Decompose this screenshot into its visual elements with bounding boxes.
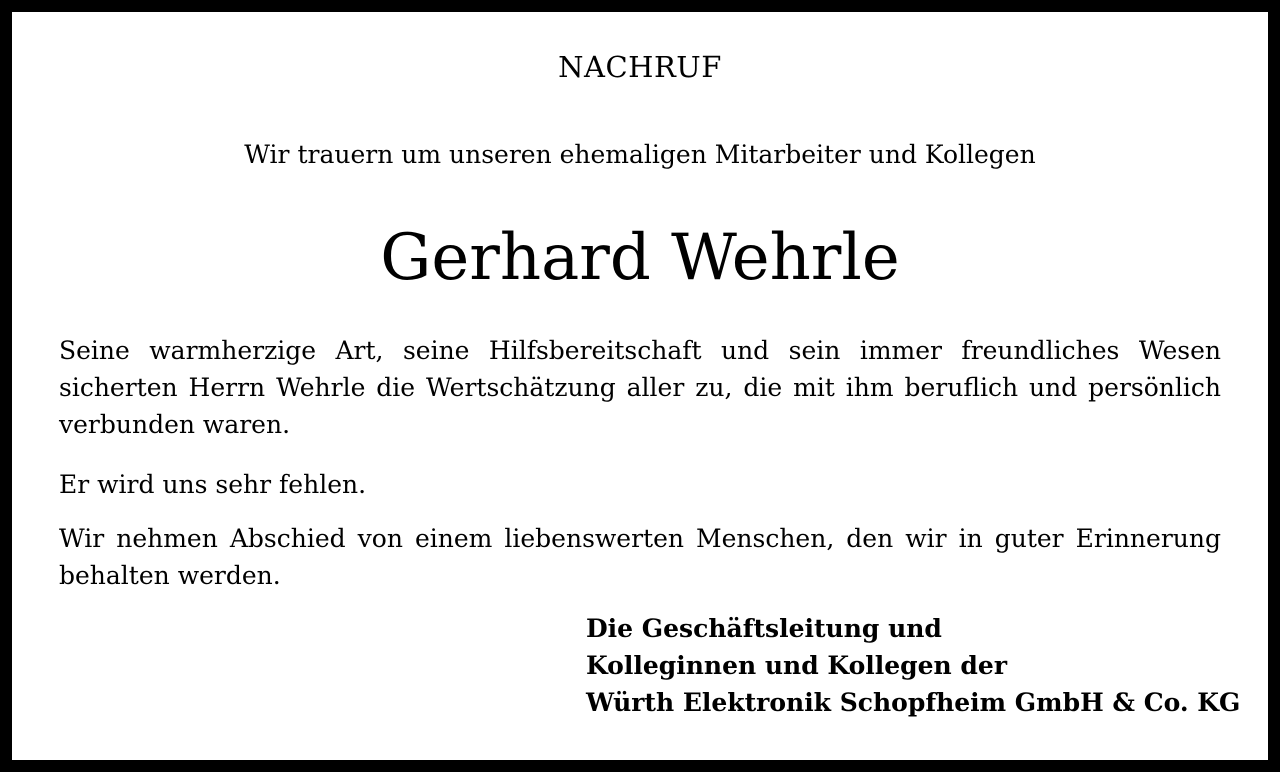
sentiment-paragraph: Er wird uns sehr fehlen. [59,470,367,499]
signature-line: Kolleginnen und Kollegen der [586,651,1007,680]
notice-intro: Wir trauern um unseren ehemaligen Mitarbeiter und Kollegen [244,140,1036,169]
notice-heading: NACHRUF [558,50,722,84]
obituary-notice [12,12,1268,760]
signature-line: Die Geschäftsleitung und [586,614,942,643]
deceased-name: Gerhard Wehrle [380,221,900,295]
farewell-paragraph: Wir nehmen Abschied von einem liebenswerten Menschen, den wir in guter Erinnerung behalten werden. [59,524,1221,590]
signature-company: Würth Elektronik Schopfheim GmbH & Co. KG [586,688,1241,717]
signature-block [586,610,1240,721]
tribute-paragraph: Seine warmherzige Art, seine Hilfsbereitschaft und sein immer freundliches Wesen sicherten Herrn Wehrle die Wertschätzung aller zu, die mit ihm beruflich und persönlich verbunden waren. [59,336,1221,439]
